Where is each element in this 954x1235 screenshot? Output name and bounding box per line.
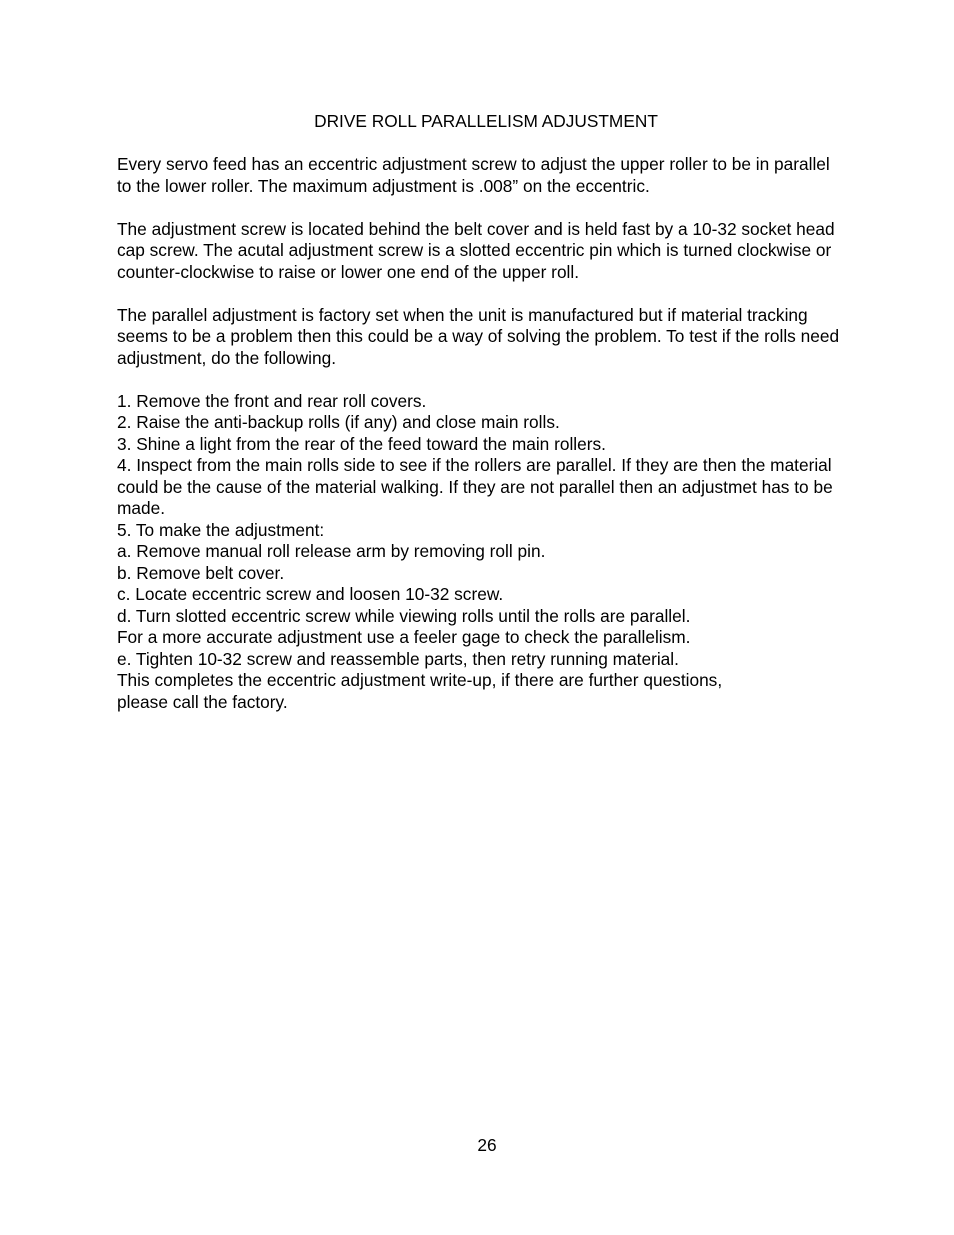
page-title: DRIVE ROLL PARALLELISM ADJUSTMENT	[314, 111, 658, 131]
document-page	[117, 111, 847, 713]
factory-setting-paragraph: The parallel adjustment is factory set when the unit is manufactured but if material tracking seems to be a problem then this could be a way of solving the problem. To test if the rolls need adjustment, do the following.	[117, 304, 840, 368]
step-5e: e. Tighten 10-32 screw and reassemble parts, then retry running material.	[117, 648, 679, 669]
closing-line-1: This completes the eccentric adjustment write-up, if there are further questions,	[117, 670, 723, 690]
step-5: 5. To make the adjustment:	[117, 519, 325, 540]
step-5d: d. Turn slotted eccentric screw while viewing rolls until the rolls are parallel.	[117, 605, 691, 626]
procedure-steps	[117, 391, 847, 714]
step-5b: b. Remove belt cover.	[117, 562, 285, 583]
step-5c: c. Locate eccentric screw and loosen 10-32 screw.	[117, 584, 504, 604]
step-2: 2. Raise the anti-backup rolls (if any) and close main rolls.	[117, 412, 560, 432]
step-5d-note: For a more accurate adjustment use a feeler gage to check the parallelism.	[117, 627, 691, 647]
page-number: 26	[477, 1135, 497, 1155]
step-3: 3. Shine a light from the rear of the feed toward the main rollers.	[117, 433, 606, 454]
closing-line-2: please call the factory.	[117, 691, 288, 712]
step-5a: a. Remove manual roll release arm by removing roll pin.	[117, 541, 546, 561]
intro-paragraph: Every servo feed has an eccentric adjustment screw to adjust the upper roller to be in parallel to the lower roller. The maximum adjustment is .008” on the eccentric.	[117, 154, 830, 196]
step-4: 4. Inspect from the main rolls side to see if the rollers are parallel. If they are then the material could be the cause of the material walking. If they are not parallel then an adjustmet has to be made.	[117, 455, 833, 518]
step-1: 1. Remove the front and rear roll covers.	[117, 390, 427, 411]
screw-location-paragraph: The adjustment screw is located behind the belt cover and is held fast by a 10-32 socket head cap screw. The acutal adjustment screw is a slotted eccentric pin which is turned clockwise or counter-clockwise to raise or lower one end of the upper roll.	[117, 218, 835, 282]
